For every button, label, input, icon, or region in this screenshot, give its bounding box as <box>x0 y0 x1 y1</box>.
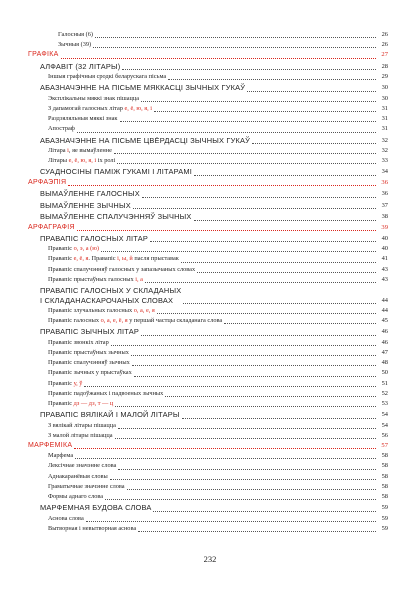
leader-dots <box>111 344 376 346</box>
leader-dots <box>133 207 376 209</box>
table-of-contents <box>28 30 388 534</box>
entry-text: Марфема <box>48 452 74 460</box>
toc-item <box>28 30 388 40</box>
toc-item <box>28 156 388 166</box>
entry-text: Правапіс <box>48 245 74 253</box>
leader-dots <box>127 488 376 490</box>
entry-text: Апостраф <box>48 125 75 133</box>
entry-text: З малой літары пішацца <box>48 431 113 439</box>
toc-page-number: 32 <box>381 146 388 154</box>
toc-subsection-heading <box>28 200 388 212</box>
toc-page-number: 28 <box>381 62 388 70</box>
leader-dots <box>138 530 376 532</box>
leader-dots <box>247 90 376 92</box>
entry-text: пасля прыставак <box>132 255 179 263</box>
entry-text: З дапамогай галосных літар <box>48 104 125 112</box>
toc-item <box>28 306 388 316</box>
toc-page-number: 45 <box>381 317 388 325</box>
toc-entry-title <box>48 244 99 254</box>
toc-page-number: 32 <box>381 136 388 144</box>
toc-subsection-heading <box>28 211 388 223</box>
toc-section-heading <box>28 178 388 188</box>
toc-page-number: 38 <box>381 213 388 221</box>
leader-dots <box>77 131 376 133</box>
toc-item <box>28 399 388 409</box>
toc-entry-title <box>48 482 125 492</box>
leader-dots <box>197 271 376 273</box>
leader-dots <box>154 110 376 112</box>
highlighted-letters: о, а, е, ё, я <box>100 317 128 325</box>
toc-item <box>28 244 388 254</box>
entry-text: МАРФЕМНАЯ БУДОВА СЛОВА <box>40 503 152 513</box>
entry-text: Правапіс <box>48 379 74 387</box>
entry-text: Правапіс звонкіх літар <box>48 338 109 346</box>
leader-dots <box>183 302 376 304</box>
highlighted-letters: о, а, е, я <box>133 306 155 314</box>
leader-dots <box>120 120 377 122</box>
toc-item <box>28 524 388 534</box>
highlighted-letters: у, ў <box>73 379 83 387</box>
entry-text: Лексічнае значэнне слова <box>48 462 117 470</box>
toc-entry-title <box>40 326 139 338</box>
toc-item <box>28 348 388 358</box>
entry-text: АРФАЭПІЯ <box>28 178 67 186</box>
leader-dots <box>142 196 376 198</box>
toc-entry-title <box>48 399 113 409</box>
toc-item <box>28 316 388 326</box>
toc-entry-title <box>48 358 130 368</box>
entry-text: Правапіс прыстаўных галосных <box>48 275 136 283</box>
toc-entry-title <box>48 421 116 431</box>
toc-entry-title <box>48 124 75 134</box>
toc-section-heading <box>28 223 388 233</box>
toc-item <box>28 94 388 104</box>
toc-entry-title <box>40 502 151 514</box>
entry-text: АРФАГРАФІЯ <box>28 223 75 231</box>
toc-page-number: 58 <box>381 492 388 500</box>
entry-text: Формы аднаго слова <box>48 492 104 500</box>
toc-subsection-heading <box>28 326 388 338</box>
toc-subsection-heading <box>28 285 388 306</box>
highlighted-letters: о, э, а (ю) <box>73 245 100 253</box>
toc-subsection-heading <box>28 82 388 94</box>
toc-entry-title <box>48 114 118 124</box>
entry-text: Эксплікальны мяккі знак пішацца <box>48 94 140 102</box>
leader-dots <box>141 100 376 102</box>
entry-text: Правапіс спалучэнняў зычных <box>48 359 130 367</box>
toc-entry-title <box>48 379 82 389</box>
highlighted-letters: е, ё, ю, я, і <box>124 104 153 112</box>
toc-entry-title <box>40 82 245 94</box>
entry-text: Правапіс <box>48 255 74 263</box>
toc-item <box>28 389 388 399</box>
toc-entry-title <box>48 275 143 285</box>
toc-entry-title <box>48 524 136 534</box>
toc-entry-title <box>40 233 148 245</box>
toc-page-number: 59 <box>381 514 388 522</box>
toc-entry-title <box>48 389 163 399</box>
leader-dots <box>165 395 376 397</box>
toc-entry-title <box>48 265 195 275</box>
entry-text: Іншыя графічныя сродкі беларускага пісьма <box>48 73 167 81</box>
toc-page-number: 54 <box>381 411 388 419</box>
toc-page-number: 31 <box>381 125 388 133</box>
highlighted-letters: і, а <box>135 275 143 283</box>
toc-item <box>28 492 388 502</box>
toc-page-number: 36 <box>381 190 388 198</box>
toc-page-number: 46 <box>381 328 388 336</box>
toc-page-number: 26 <box>381 41 388 49</box>
page-number: 232 <box>203 554 217 564</box>
toc-entry-title <box>48 254 179 264</box>
toc-page-number: 40 <box>381 234 388 242</box>
toc-entry-title <box>48 316 222 326</box>
leader-dots <box>134 375 376 377</box>
leader-dots <box>150 240 376 242</box>
toc-subsection-heading <box>28 61 388 73</box>
toc-page-number: 44 <box>381 297 388 304</box>
toc-page-number: 30 <box>381 84 388 92</box>
toc-page-number: 34 <box>381 168 388 176</box>
entry-text: Правапіс злучальных галосных <box>48 306 134 314</box>
toc-subsection-heading <box>28 233 388 245</box>
leader-dots <box>74 447 376 449</box>
leader-dots <box>115 437 376 439</box>
toc-item <box>28 275 388 285</box>
highlighted-letters: е, ё, ю, я, і <box>68 157 97 165</box>
toc-entry-title <box>48 461 116 471</box>
toc-page-number: 33 <box>381 157 388 165</box>
leader-dots <box>77 229 376 231</box>
leader-dots <box>68 184 376 186</box>
toc-subsection-heading <box>28 135 388 147</box>
entry-text: Літара <box>48 146 68 154</box>
toc-page-number: 59 <box>381 524 388 532</box>
leader-dots <box>118 468 376 470</box>
toc-item <box>28 379 388 389</box>
toc-entry-title <box>48 451 73 461</box>
highlighted-letters: е, ё, я <box>73 255 89 263</box>
toc-page-number: 43 <box>381 275 388 283</box>
leader-dots <box>145 281 376 283</box>
entry-text: Граматычнае значэнне слова <box>48 482 125 490</box>
leader-dots <box>132 364 376 366</box>
toc-page-number: 41 <box>381 255 388 263</box>
leader-dots <box>224 322 376 324</box>
toc-item <box>28 104 388 114</box>
toc-entry-title <box>48 94 139 104</box>
toc-item <box>28 368 388 378</box>
toc-entry-title <box>40 200 131 212</box>
leader-dots <box>115 405 376 407</box>
entry-text: іх ролі <box>96 157 116 165</box>
toc-item <box>28 40 388 50</box>
toc-page-number: 59 <box>381 504 388 512</box>
toc-page-number: 56 <box>381 431 388 439</box>
toc-subsection-heading <box>28 502 388 514</box>
leader-dots <box>75 457 376 459</box>
toc-entry-title <box>48 368 132 378</box>
toc-item <box>28 514 388 524</box>
toc-page-number: 50 <box>381 369 388 377</box>
highlighted-letters: і, ы, й <box>117 255 133 263</box>
leader-dots <box>157 312 376 314</box>
leader-dots <box>101 250 376 252</box>
entry-text: ПРАВАПІС ГАЛОСНЫХ У СКЛАДАНЫХ І СКЛАДАНАСКАРОЧАНЫХ СЛОВАХ <box>40 286 182 305</box>
entry-text: Вытворная і невытворная аснова <box>48 524 137 532</box>
toc-item <box>28 254 388 264</box>
toc-page-number: 58 <box>381 482 388 490</box>
toc-item <box>28 114 388 124</box>
toc-item <box>28 146 388 156</box>
toc-page-number: 54 <box>381 421 388 429</box>
entry-text: АБАЗНАЧЭННЕ НА ПІСЬМЕ МЯККАСЦІ ЗЫЧНЫХ ГУКАЎ <box>40 83 246 93</box>
toc-entry-title <box>48 472 108 482</box>
toc-entry-title <box>40 166 192 178</box>
leader-dots <box>122 68 376 70</box>
entry-text: ВЫМАЎЛЕННЕ СПАЛУЧЭННЯЎ ЗЫЧНЫХ <box>40 212 192 222</box>
toc-item <box>28 482 388 492</box>
entry-text: Правапіс падоўжаных і падвоеных зычных <box>48 389 164 397</box>
toc-entry-title <box>48 306 155 316</box>
leader-dots <box>153 510 376 512</box>
leader-dots <box>168 78 376 80</box>
entry-text: ГРАФІКА <box>28 51 59 59</box>
entry-text: Правапіс прыстаўных зычных <box>48 349 129 357</box>
toc-page-number: 53 <box>381 399 388 407</box>
toc-item <box>28 338 388 348</box>
entry-text: Правапіс спалучэнняў галосных у запазычаных словах <box>48 265 196 273</box>
toc-page-number: 31 <box>381 115 388 123</box>
entry-text: Галосныя (6) <box>58 30 93 38</box>
leader-dots <box>194 174 376 176</box>
toc-item <box>28 461 388 471</box>
leader-dots <box>93 46 376 48</box>
entry-text: АБАЗНАЧЭННЕ НА ПІСЬМЕ ЦВЁРДАСЦІ ЗЫЧНЫХ ГУКАЎ <box>40 135 251 145</box>
toc-entry-title <box>48 338 109 348</box>
toc-subsection-heading <box>28 188 388 200</box>
entry-text: , яе вымаўленне <box>68 146 112 154</box>
toc-subsection-heading <box>28 166 388 178</box>
toc-item <box>28 431 388 441</box>
toc-entry-title <box>40 211 192 223</box>
toc-entry-title <box>40 286 181 306</box>
leader-dots <box>95 36 376 38</box>
toc-page-number: 51 <box>381 379 388 387</box>
toc-page-number: 58 <box>381 452 388 460</box>
toc-item <box>28 358 388 368</box>
toc-section-heading <box>28 441 388 451</box>
toc-item <box>28 72 388 82</box>
entry-text: . Правапіс <box>88 255 118 263</box>
leader-dots <box>110 478 376 480</box>
leader-dots <box>114 152 376 154</box>
leader-dots <box>84 385 376 387</box>
toc-item <box>28 265 388 275</box>
leader-dots <box>194 219 376 221</box>
toc-entry-title <box>48 146 112 156</box>
toc-entry-title <box>28 50 59 60</box>
toc-entry-title <box>40 409 180 421</box>
entry-text: Правапіс зычных у прыстаўках <box>48 369 132 377</box>
highlighted-letters: і <box>67 146 69 154</box>
leader-dots <box>117 162 376 164</box>
toc-page-number: 26 <box>381 30 388 38</box>
toc-entry-title <box>48 72 166 82</box>
highlighted-letters: дз — дз, т — ц <box>73 399 114 407</box>
entry-text: Правапіс <box>48 399 74 407</box>
entry-text: ВЫМАЎЛЕННЕ ЗЫЧНЫХ <box>40 200 131 210</box>
toc-item <box>28 124 388 134</box>
toc-section-heading <box>28 50 388 60</box>
toc-page-number: 58 <box>381 472 388 480</box>
toc-item <box>28 451 388 461</box>
toc-entry-title <box>28 178 66 188</box>
entry-text: Аснова слова <box>48 514 84 522</box>
leader-dots <box>252 142 376 144</box>
leader-dots <box>118 427 376 429</box>
toc-page-number: 52 <box>381 389 388 397</box>
entry-text: Раздзяляльныя мяккі знак <box>48 115 118 123</box>
leader-dots <box>86 520 376 522</box>
entry-text: у першай частцы складанага слова <box>127 317 223 325</box>
leader-dots <box>182 417 376 419</box>
entry-text: АЛФАВІТ (32 ЛІТАРЫ) <box>40 61 121 71</box>
entry-text: З вялікай літары пішацца <box>48 421 116 429</box>
toc-entry-title <box>40 135 250 147</box>
toc-entry-title <box>40 61 120 73</box>
toc-page-number: 48 <box>381 359 388 367</box>
toc-entry-title <box>40 188 140 200</box>
toc-page-number: 29 <box>381 73 388 81</box>
leader-dots <box>181 261 376 263</box>
toc-entry-title <box>58 40 91 50</box>
toc-page-number: 37 <box>381 201 388 209</box>
toc-entry-title <box>28 223 75 233</box>
entry-text: СУАДНОСІНЫ ПАМІЖ ГУКАМІ І ЛІТАРАМІ <box>40 167 192 177</box>
leader-dots <box>141 334 376 336</box>
entry-text: ПРАВАПІС ЗЫЧНЫХ ЛІТАР <box>40 327 139 337</box>
toc-entry-title <box>48 156 115 166</box>
toc-page-number: 47 <box>381 349 388 357</box>
toc-entry-title <box>48 492 103 502</box>
toc-entry-title <box>48 104 152 114</box>
toc-page-number: 36 <box>381 178 388 186</box>
toc-subsection-heading <box>28 409 388 421</box>
toc-page-number: 46 <box>381 338 388 346</box>
leader-dots <box>131 354 376 356</box>
toc-page-number: 43 <box>381 265 388 273</box>
toc-entry-title <box>48 514 84 524</box>
entry-text: Правапіс галосных <box>48 317 101 325</box>
toc-page-number: 40 <box>381 245 388 253</box>
toc-item <box>28 421 388 431</box>
toc-page-number: 39 <box>381 223 388 231</box>
toc-entry-title <box>48 431 113 441</box>
toc-page-number: 57 <box>381 442 388 450</box>
toc-entry-title <box>48 348 129 358</box>
toc-entry-title <box>28 441 72 451</box>
entry-text: Зычныя (39) <box>58 41 92 49</box>
toc-page-number: 31 <box>381 104 388 112</box>
entry-text: ВЫМАЎЛЕННЕ ГАЛОСНЫХ <box>40 189 140 199</box>
toc-entry-title <box>58 30 93 40</box>
leader-dots <box>105 498 376 500</box>
toc-page-number: 27 <box>381 51 388 59</box>
entry-text: ПРАВАПІС ГАЛОСНЫХ ЛІТАР <box>40 233 148 243</box>
entry-text: Аднакаранёвыя словы <box>48 472 108 480</box>
toc-page-number: 44 <box>381 306 388 314</box>
toc-page-number: 58 <box>381 462 388 470</box>
entry-text: ПРАВАПІС ВЯЛІКАЙ І МАЛОЙ ЛІТАРЫ <box>40 410 180 420</box>
toc-item <box>28 472 388 482</box>
entry-text: Літары <box>48 157 69 165</box>
entry-text: МАРФЕМІКА <box>28 442 73 450</box>
toc-page-number: 30 <box>381 94 388 102</box>
leader-dots <box>61 57 376 59</box>
